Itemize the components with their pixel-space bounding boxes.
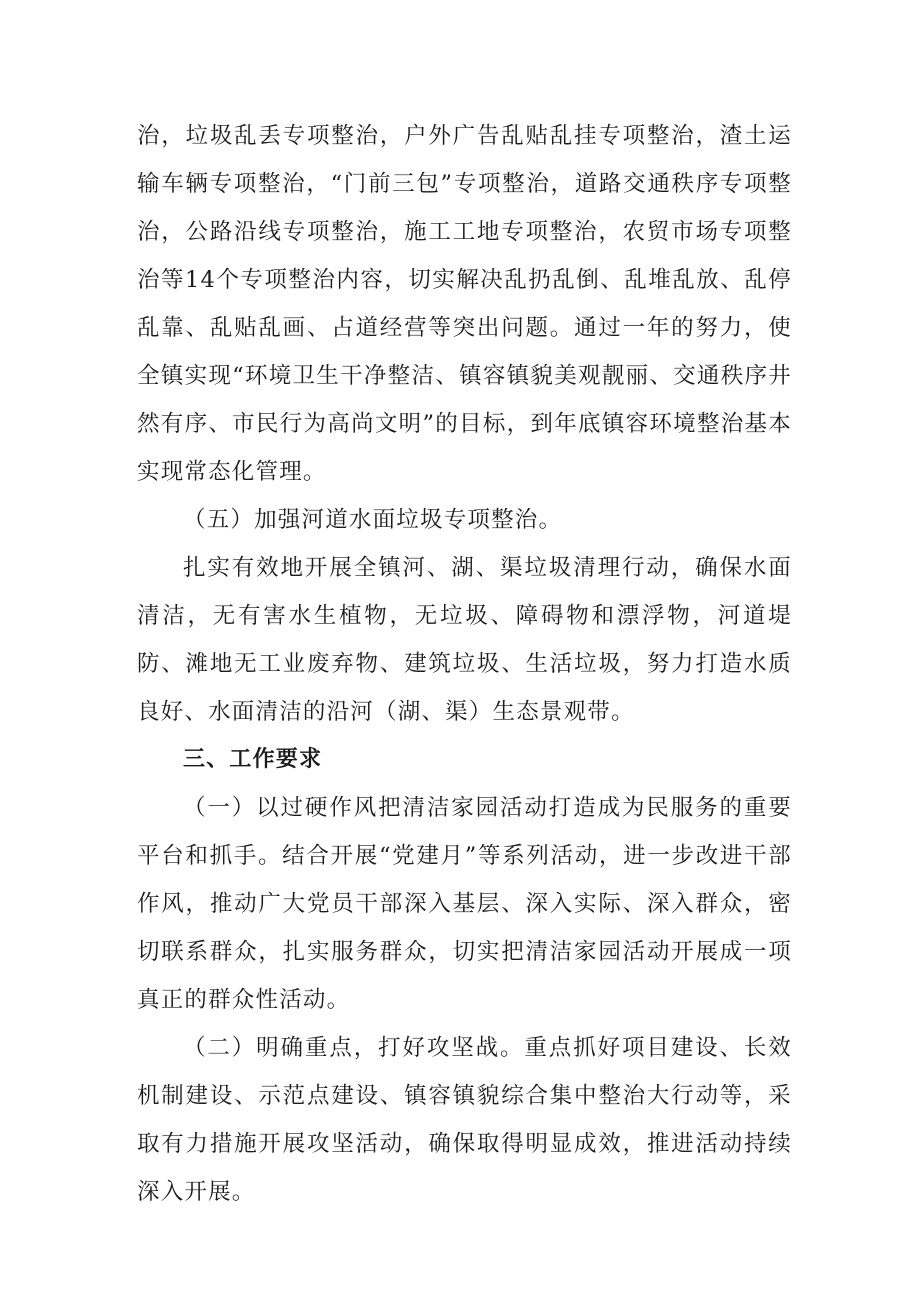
document-body (137, 112, 792, 1216)
subsection-title-5: （五）加强河道水面垃圾专项整治。 (183, 507, 563, 533)
paragraph-requirement-2: （二）明确重点，打好攻坚战。重点抓好项目建设、长效机制建设、示范点建设、镇容镇貌综合集中整治大行动等，采取有力措施开展攻坚活动，确保取得明显成效，推进活动持续深入开展。 (137, 1035, 792, 1205)
section-heading-work-requirements: 三、工作要求 (183, 747, 323, 772)
paragraph-requirement-1: （一）以过硬作风把清洁家园活动打造成为民服务的重要平台和抓手。结合开展“党建月”等系列活动，进一步改进干部作风，推动广大党员干部深入基层、深入实际、深入群众，密切联系群众，扎实服务群众，切实把清洁家园活动开展成一项真正的群众性活动。 (137, 795, 792, 1013)
paragraph-river-cleanup: 扎实有效地开展全镇河、湖、渠垃圾清理行动，确保水面清洁，无有害水生植物，无垃圾、障碍物和漂浮物，河道堤防、滩地无工业废弃物、建筑垃圾、生活垃圾，努力打造水质良好、水面清洁的沿河（湖、渠）生态景观带。 (137, 555, 792, 725)
paragraph-continuation: 治，垃圾乱丢专项整治，户外广告乱贴乱挂专项整治，渣土运输车辆专项整治，“门前三包”专项整治，道路交通秩序专项整治，公路沿线专项整治，施工工地专项整治，农贸市场专项整治等14个专项整治内容，切实解决乱扔乱倒、乱堆乱放、乱停乱靠、乱贴乱画、占道经营等突出问题。通过一年的努力，使全镇实现“环境卫生干净整洁、镇容镇貌美观靓丽、交通秩序井然有序、市民行为高尚文明”的目标，到年底镇容环境整治基本实现常态化管理。 (137, 123, 792, 485)
